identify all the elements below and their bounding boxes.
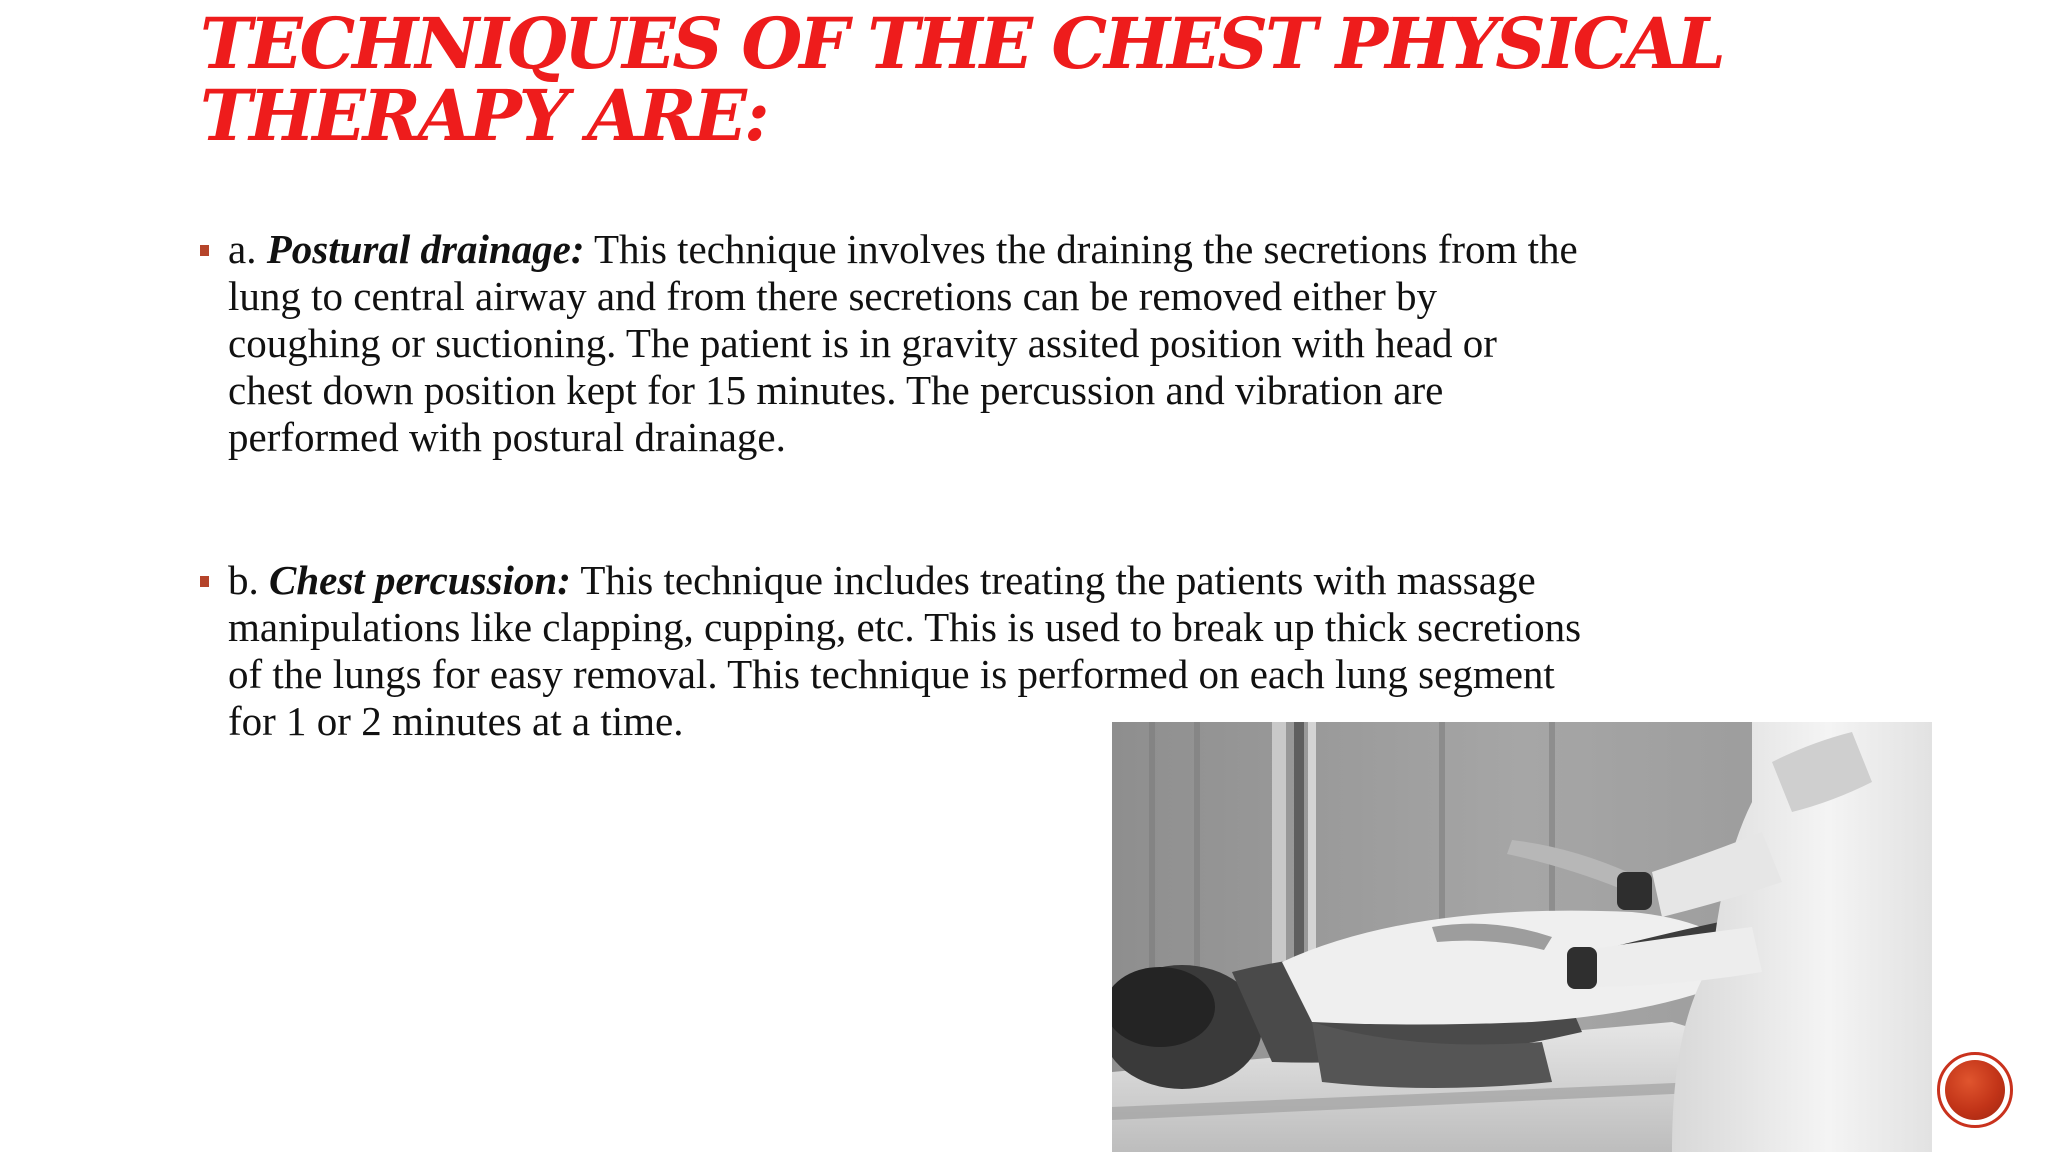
chest-percussion-photo — [1112, 722, 1932, 1152]
bullet-marker-icon — [200, 576, 209, 587]
slide-title-line-1: TECHNIQUES OF THE CHEST PHYSICAL — [200, 2, 1723, 85]
bullet-line: for 1 or 2 minutes at a time. — [228, 698, 684, 744]
bullet-prefix: a. — [228, 226, 267, 272]
bullet-line: manipulations like clapping, cupping, etc. This is used to break up thick secretions — [228, 604, 1582, 650]
bullet-line — [228, 226, 1900, 273]
bullet-chest-percussion — [200, 557, 1900, 745]
bullet-marker-icon — [200, 245, 209, 256]
bullet-line: coughing or suctioning. The patient is in gravity assited position with head or — [228, 320, 1497, 366]
bullet-line — [228, 557, 1900, 604]
bullet-line: lung to central airway and from there secretions can be removed either by — [228, 273, 1437, 319]
bullet-postural-drainage — [200, 226, 1900, 461]
bullet-prefix: b. — [228, 557, 269, 603]
bullet-text: This technique involves the draining the secretions from the — [584, 226, 1578, 272]
bullet-line: chest down position kept for 15 minutes. The percussion and vibration are — [228, 367, 1444, 413]
slide-title-line-2: THERAPY ARE: — [200, 74, 767, 157]
bullet-term: Postural drainage: — [266, 226, 585, 272]
bullet-term: Chest percussion: — [269, 557, 571, 603]
nav-button-fill — [1945, 1060, 2005, 1120]
chest-percussion-illustration — [1112, 722, 1932, 1152]
bullet-text: This technique includes treating the patients with massage — [570, 557, 1536, 603]
slide-title — [200, 2, 1820, 157]
red-circle-nav-icon[interactable] — [1937, 1052, 2013, 1128]
bullet-list — [200, 226, 1900, 745]
bullet-line: performed with postural drainage. — [228, 414, 786, 460]
bullet-line: of the lungs for easy removal. This technique is performed on each lung segment — [228, 651, 1555, 697]
